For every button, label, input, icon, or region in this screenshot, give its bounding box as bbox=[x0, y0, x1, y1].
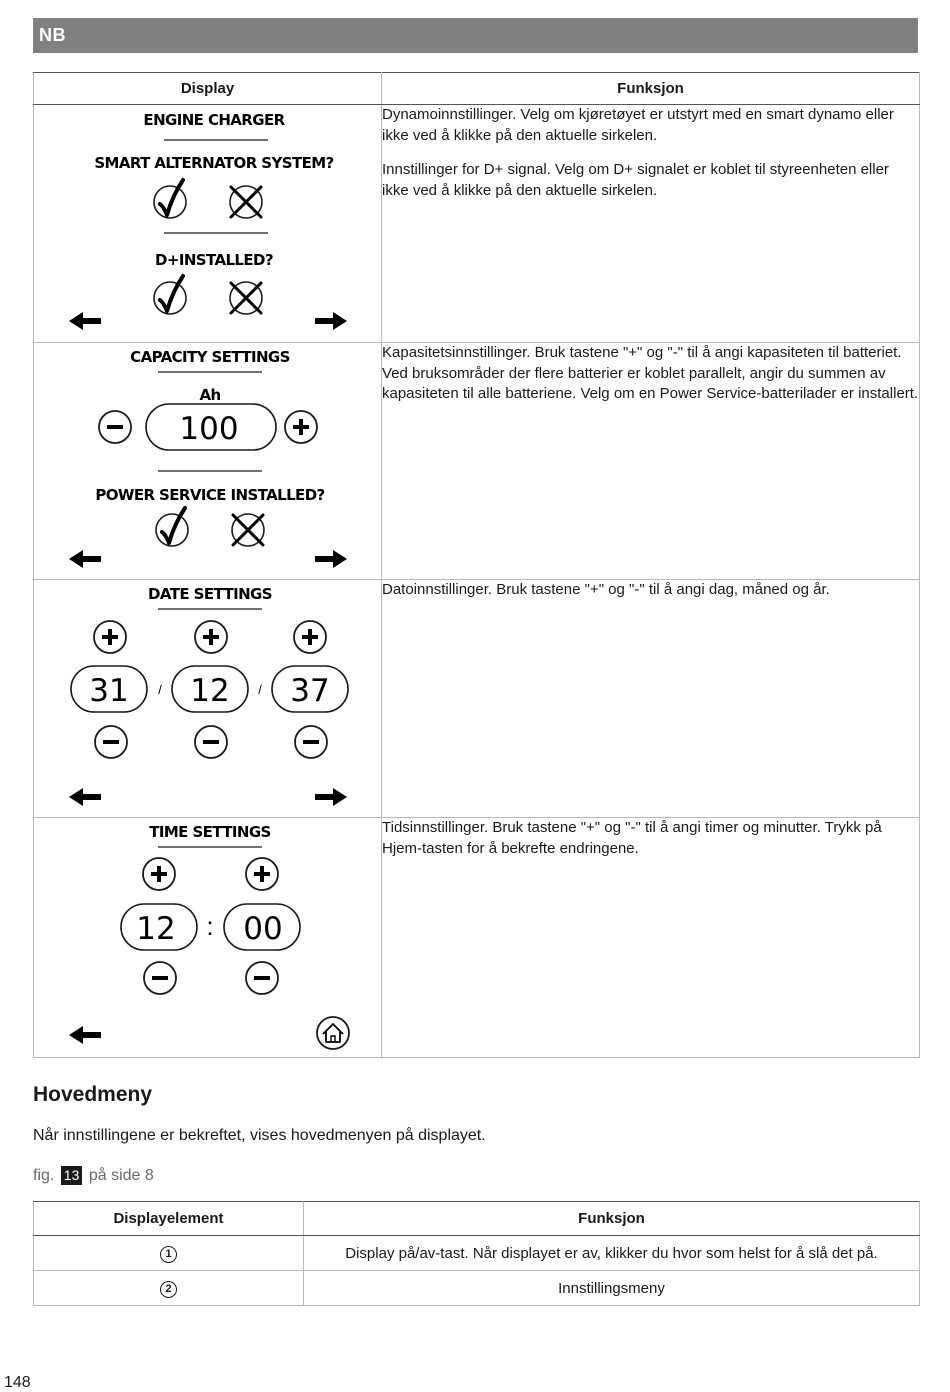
engine-charger-description: Dynamoinnstillinger. Velg om kjøretøyet er utstyrt med en smart dynamo eller ikke ved å klikke på den aktuelle sirkelen. Innstillinger for D+ signal. Velg om D+ signalet er koblet til styreenheten eller ikke ved å klikke på den aktuelle sirkelen. bbox=[382, 105, 920, 343]
month-value: 12 bbox=[190, 673, 230, 709]
d-plus-installed-question: D+INSTALLED? bbox=[155, 251, 273, 269]
capacity-unit: Ah bbox=[199, 386, 221, 404]
capacity-settings-description: Kapasitetsinnstillinger. Bruk tastene "+" og "-" til å angi kapasiteten til batteriet. Ved bruksområder der flere batterier er koblet parallelt, angir du summen av kapasiteten til alle batteriene. Velg om en Power Service-batterilader er installert. bbox=[382, 343, 920, 580]
day-value: 31 bbox=[89, 673, 129, 709]
arrow-left-icon[interactable] bbox=[69, 1026, 101, 1044]
minute-value: 00 bbox=[243, 911, 283, 947]
date-separator: / bbox=[258, 682, 262, 697]
minus-icon[interactable] bbox=[99, 411, 131, 443]
plus-icon[interactable] bbox=[143, 858, 175, 890]
minus-icon[interactable] bbox=[295, 726, 327, 758]
year-value: 37 bbox=[290, 673, 330, 709]
minus-icon[interactable] bbox=[144, 962, 176, 994]
hour-value: 12 bbox=[136, 911, 176, 947]
figure-prefix: fig. bbox=[33, 1167, 55, 1184]
arrow-right-icon[interactable] bbox=[315, 550, 347, 568]
figure-suffix: på side 8 bbox=[88, 1167, 154, 1184]
cross-icon[interactable] bbox=[230, 282, 262, 314]
capacity-settings-title: CAPACITY SETTINGS bbox=[130, 348, 290, 366]
callout-number: 1 bbox=[160, 1246, 177, 1263]
settings-table bbox=[33, 72, 920, 1058]
cross-icon[interactable] bbox=[232, 514, 264, 546]
column-header-function: Funksjon bbox=[382, 73, 920, 105]
minus-icon[interactable] bbox=[95, 726, 127, 758]
check-icon[interactable] bbox=[154, 276, 186, 314]
figure-reference[interactable] bbox=[33, 1166, 154, 1185]
check-icon[interactable] bbox=[154, 180, 186, 218]
date-settings-display bbox=[34, 580, 382, 818]
check-icon[interactable] bbox=[156, 508, 188, 546]
time-separator: : bbox=[206, 911, 214, 941]
engine-charger-title: ENGINE CHARGER bbox=[143, 111, 285, 129]
time-settings-description: Tidsinnstillinger. Bruk tastene "+" og "-" til å angi timer og minutter. Trykk på Hjem-tasten for å bekrefte endringene. bbox=[382, 818, 920, 1058]
arrow-right-icon[interactable] bbox=[315, 788, 347, 806]
plus-icon[interactable] bbox=[285, 411, 317, 443]
arrow-right-icon[interactable] bbox=[315, 312, 347, 330]
date-settings-title: DATE SETTINGS bbox=[148, 585, 272, 603]
date-settings-description: Datoinnstillinger. Bruk tastene "+" og "-" til å angi dag, måned og år. bbox=[382, 580, 920, 818]
table-row bbox=[34, 105, 920, 343]
time-settings-display bbox=[34, 818, 382, 1058]
smart-alternator-question: SMART ALTERNATOR SYSTEM? bbox=[94, 154, 334, 172]
page-number: 148 bbox=[4, 1374, 31, 1391]
arrow-left-icon[interactable] bbox=[69, 788, 101, 806]
capacity-settings-display bbox=[34, 343, 382, 580]
power-service-question: POWER SERVICE INSTALLED? bbox=[95, 486, 325, 504]
arrow-left-icon[interactable] bbox=[69, 550, 101, 568]
column-header-function: Funksjon bbox=[304, 1202, 920, 1236]
language-header-bar bbox=[33, 18, 918, 53]
element-function: Display på/av-tast. Når displayet er av, klikker du hvor som helst for å slå det på. bbox=[304, 1236, 920, 1271]
figure-number-badge: 13 bbox=[61, 1166, 83, 1185]
engine-charger-display bbox=[34, 105, 382, 343]
time-settings-title: TIME SETTINGS bbox=[149, 823, 271, 841]
table-row bbox=[34, 580, 920, 818]
column-header-display-element: Displayelement bbox=[34, 1202, 304, 1236]
capacity-value: 100 bbox=[179, 411, 239, 447]
cross-icon[interactable] bbox=[230, 186, 262, 218]
plus-icon[interactable] bbox=[246, 858, 278, 890]
arrow-left-icon[interactable] bbox=[69, 312, 101, 330]
display-elements-table bbox=[33, 1201, 920, 1306]
section-heading: Hovedmeny bbox=[33, 1083, 153, 1106]
section-intro: Når innstillingene er bekreftet, vises hovedmenyen på displayet. bbox=[33, 1127, 486, 1144]
language-code: NB bbox=[39, 25, 66, 45]
element-function: Innstillingsmeny bbox=[304, 1271, 920, 1306]
minus-icon[interactable] bbox=[195, 726, 227, 758]
table-row bbox=[34, 1271, 920, 1306]
date-separator: / bbox=[158, 682, 162, 697]
table-row bbox=[34, 1236, 920, 1271]
home-icon[interactable] bbox=[317, 1017, 349, 1049]
plus-icon[interactable] bbox=[94, 621, 126, 653]
table-row bbox=[34, 818, 920, 1058]
column-header-display: Display bbox=[34, 73, 382, 105]
plus-icon[interactable] bbox=[294, 621, 326, 653]
minus-icon[interactable] bbox=[246, 962, 278, 994]
callout-number: 2 bbox=[160, 1281, 177, 1298]
plus-icon[interactable] bbox=[195, 621, 227, 653]
table-row bbox=[34, 343, 920, 580]
